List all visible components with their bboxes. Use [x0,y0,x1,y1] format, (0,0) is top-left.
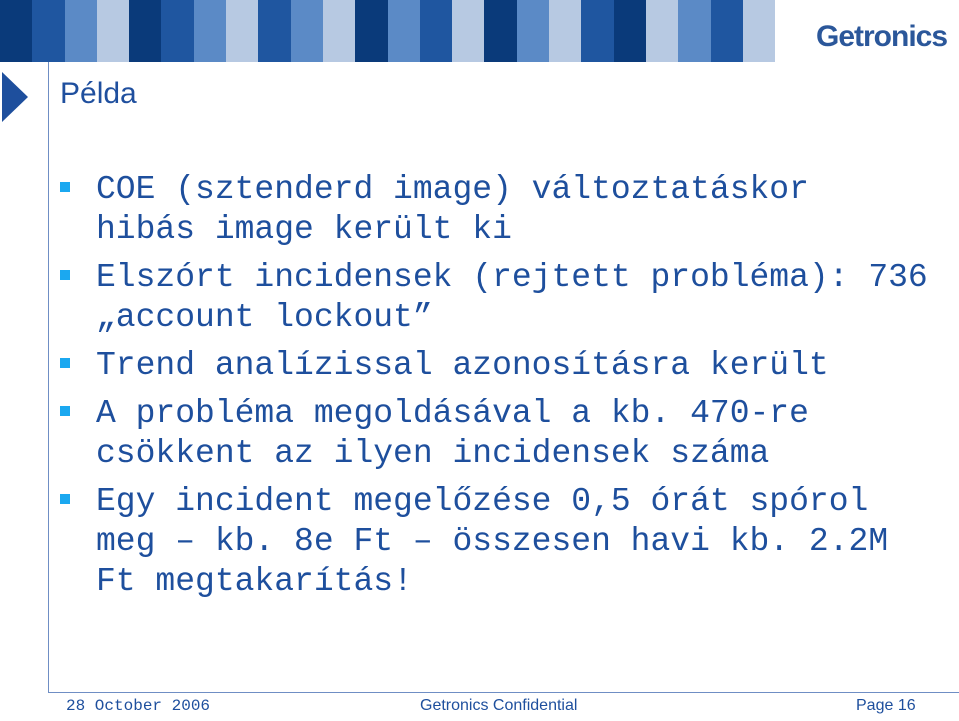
bullet-item [60,170,940,250]
left-divider [48,62,49,692]
footer-divider [48,692,959,693]
bullet-item [60,258,940,338]
bullet-square-icon [60,358,70,368]
bullet-square-icon [60,494,70,504]
header-stripe [258,0,290,62]
footer-date: 28 October 2006 [66,697,211,715]
header-stripe [517,0,549,62]
bullet-item [60,394,940,474]
header-stripe [743,0,775,62]
header-stripe [291,0,323,62]
bullet-text: Elszórt incidensek (rejtett probléma): 736 „account lockout” [96,259,928,336]
header-stripe [65,0,97,62]
bullet-text: COE (sztenderd image) változtatáskor hibás image került ki [96,171,809,248]
header-stripe [549,0,581,62]
header-stripe [452,0,484,62]
company-logo [808,14,948,54]
header-stripe [226,0,258,62]
header-stripe [129,0,161,62]
header-stripe [484,0,516,62]
header-stripe [388,0,420,62]
bullet-item [60,482,940,602]
header-stripe [614,0,646,62]
header-stripe [581,0,613,62]
header-stripes [0,0,775,62]
header-stripe [194,0,226,62]
header-stripe [161,0,193,62]
footer-page-number: Page 16 [856,697,916,714]
header-stripe [32,0,64,62]
header-stripe [678,0,710,62]
bullet-square-icon [60,406,70,416]
header-stripe [646,0,678,62]
bullet-item [60,346,940,386]
bullet-text: Egy incident megelőzése 0,5 órát spórol meg – kb. 8e Ft – összesen havi kb. 2.2M Ft megtakarítás! [96,483,889,600]
header-stripe [0,0,32,62]
bullet-text: Trend analízissal azonosításra került [96,347,829,384]
header-stripe [323,0,355,62]
footer-confidential: Getronics Confidential [420,697,578,714]
header-stripe [420,0,452,62]
header-stripe [711,0,743,62]
bullet-list [60,170,940,610]
bullet-square-icon [60,270,70,280]
header-stripe [355,0,387,62]
header-stripe [97,0,129,62]
slide-marker-triangle-icon [2,72,28,122]
bullet-square-icon [60,182,70,192]
slide-title: Példa [60,77,137,110]
bullet-text: A probléma megoldásával a kb. 470-re csökkent az ilyen incidensek száma [96,395,809,472]
logo-text: Getronics [816,20,948,53]
